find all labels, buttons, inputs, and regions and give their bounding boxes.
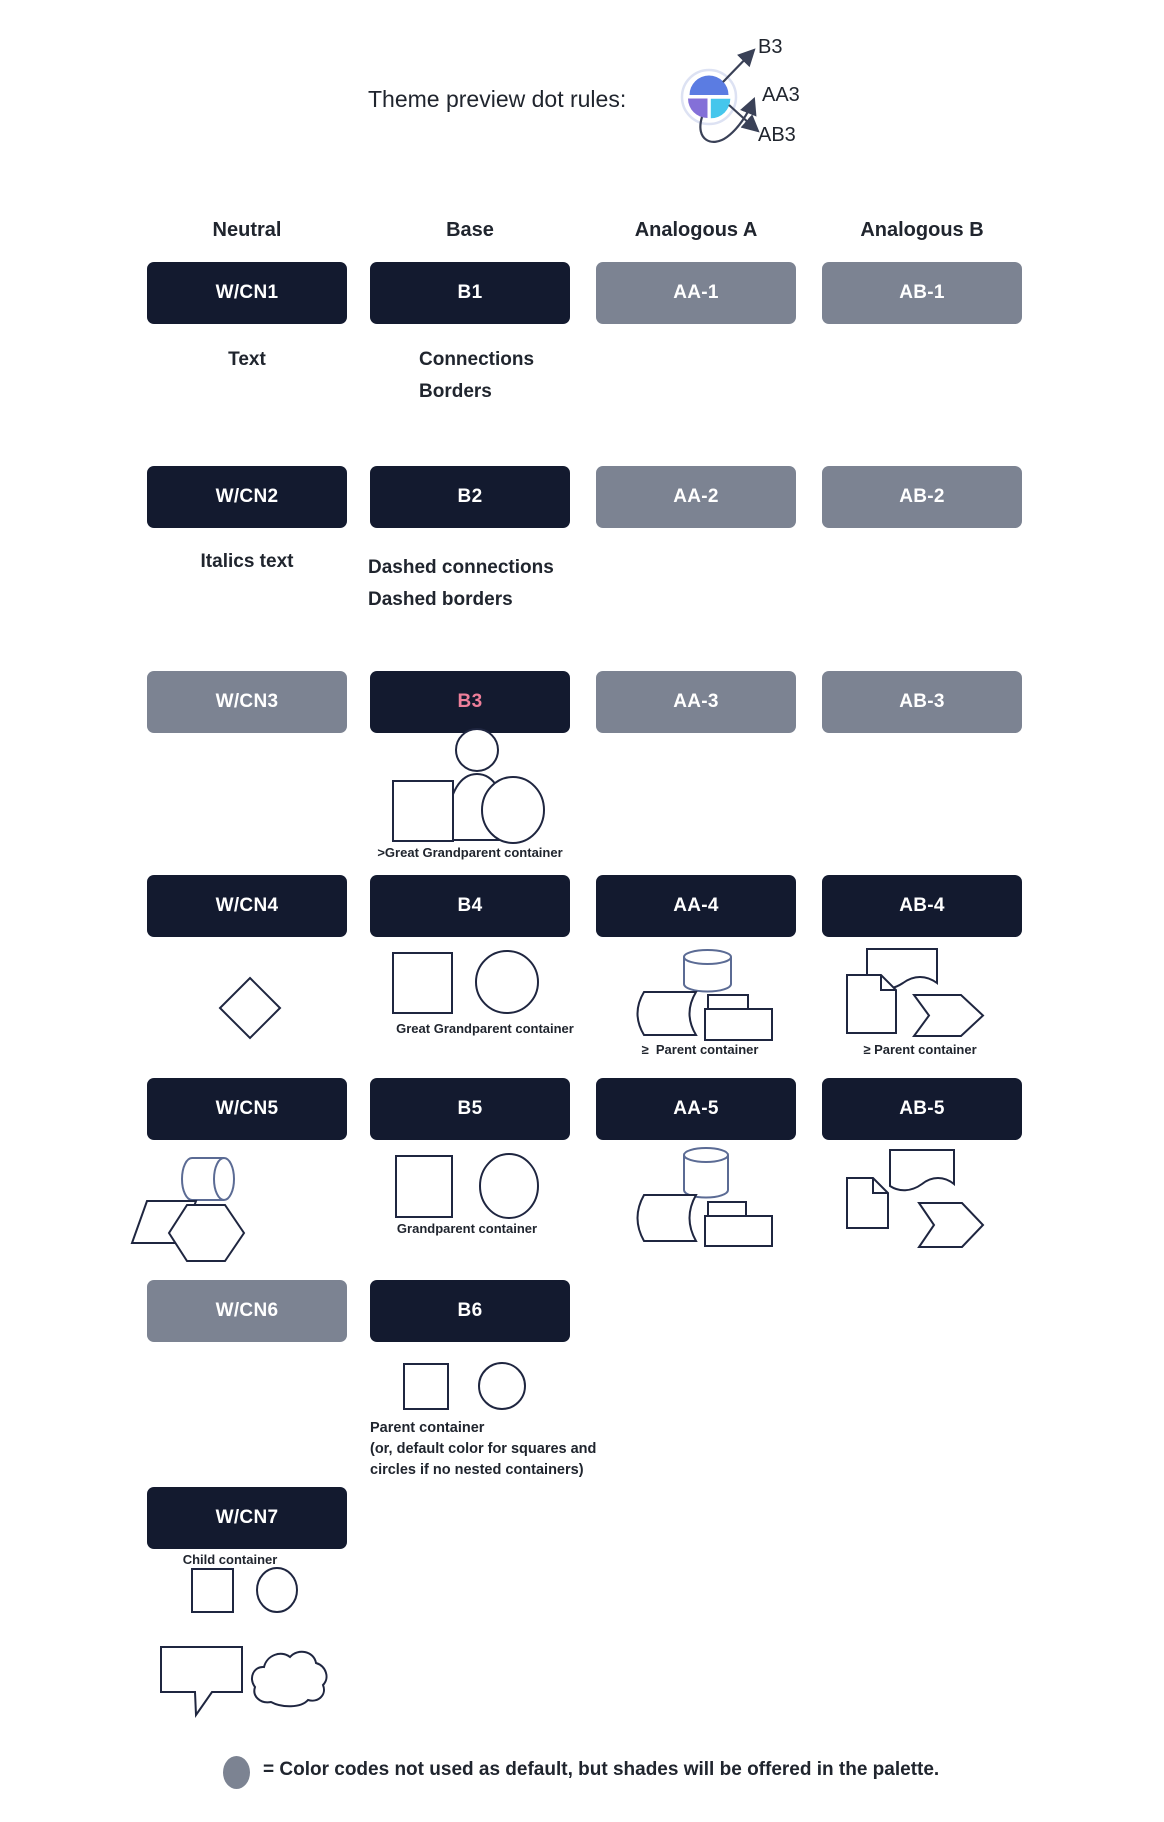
caption-aa4-shapes: ≥ Parent container bbox=[641, 1042, 759, 1057]
aa5-shape-cluster bbox=[628, 1140, 788, 1255]
dot-target-b3: B3 bbox=[758, 36, 783, 58]
square-icon bbox=[393, 781, 453, 841]
caption-ab4-shapes: ≥ Parent container bbox=[863, 1042, 977, 1057]
ab4-shape-cluster bbox=[840, 940, 1000, 1042]
page-title: Theme preview dot rules: bbox=[368, 86, 627, 112]
ab5-shape-cluster bbox=[840, 1140, 1000, 1255]
swatch-b4: B4 bbox=[370, 875, 570, 937]
wcn4-shape-cluster bbox=[218, 976, 282, 1040]
wcn7-shape-cluster bbox=[180, 1560, 305, 1618]
ellipse-icon bbox=[257, 1568, 297, 1612]
caption-borders: Borders bbox=[419, 381, 492, 402]
b5-shape-cluster bbox=[390, 1148, 550, 1220]
tab-icon bbox=[708, 995, 748, 1010]
caption-b4-shapes: Great Grandparent container bbox=[396, 1021, 574, 1036]
swatch-b1: B1 bbox=[370, 262, 570, 324]
swatch-b5: B5 bbox=[370, 1078, 570, 1140]
caption-dashed-connections: Dashed connections bbox=[368, 557, 554, 578]
swatch-wcn7: W/CN7 bbox=[147, 1487, 347, 1549]
theme-dot-figure bbox=[598, 18, 848, 168]
swatch-ab3: AB-3 bbox=[822, 671, 1022, 733]
swatch-wcn4: W/CN4 bbox=[147, 875, 347, 937]
square-icon bbox=[393, 953, 452, 1013]
swatch-wcn6: W/CN6 bbox=[147, 1280, 347, 1342]
document-icon bbox=[847, 1178, 888, 1228]
swatch-aa1: AA-1 bbox=[596, 262, 796, 324]
caption-b6-line3: circles if no nested containers) bbox=[370, 1462, 584, 1478]
tab-icon bbox=[708, 1202, 746, 1217]
stored-data-icon bbox=[638, 1195, 697, 1241]
swatch-b3: B3 bbox=[370, 671, 570, 733]
swatch-b2: B2 bbox=[370, 466, 570, 528]
swatch-wcn1: W/CN1 bbox=[147, 262, 347, 324]
swatch-ab4: AB-4 bbox=[822, 875, 1022, 937]
swatch-wcn2: W/CN2 bbox=[147, 466, 347, 528]
cloud-icon bbox=[252, 1652, 327, 1707]
wcn7-shape-cluster-2 bbox=[150, 1640, 340, 1720]
legend-dot-icon bbox=[223, 1756, 250, 1789]
caption-b6-line1: Parent container bbox=[370, 1420, 485, 1436]
swatch-aa2: AA-2 bbox=[596, 466, 796, 528]
wcn5-shape-cluster bbox=[125, 1150, 255, 1265]
caption-b6-line2: (or, default color for squares and bbox=[370, 1441, 597, 1457]
horizontal-cylinder-cap-icon bbox=[214, 1158, 234, 1200]
dot-target-aa3: AA3 bbox=[762, 84, 800, 106]
circle-icon bbox=[479, 1363, 525, 1409]
caption-dashed bbox=[368, 552, 554, 616]
b3-shape-cluster bbox=[370, 724, 570, 849]
document-icon bbox=[847, 975, 896, 1033]
column-header-neutral: Neutral bbox=[212, 219, 282, 241]
caption-b3-shapes: >Great Grandparent container bbox=[377, 845, 563, 860]
column-header-base: Base bbox=[446, 219, 494, 241]
swatch-ab5: AB-5 bbox=[822, 1078, 1022, 1140]
circle-icon bbox=[476, 951, 538, 1013]
tape-icon bbox=[890, 1150, 954, 1190]
column-header-analogous-a: Analogous A bbox=[634, 219, 758, 241]
cylinder-top-icon bbox=[684, 1148, 728, 1162]
caption-b6 bbox=[370, 1418, 596, 1481]
caption-b5-shapes: Grandparent container bbox=[396, 1221, 538, 1236]
dot-target-ab3: AB3 bbox=[758, 124, 796, 146]
ellipse-icon bbox=[480, 1154, 538, 1218]
caption-connections-borders bbox=[419, 344, 534, 408]
swatch-ab2: AB-2 bbox=[822, 466, 1022, 528]
caption-connections: Connections bbox=[419, 349, 535, 370]
caption-wcn7: Child container bbox=[182, 1552, 278, 1567]
swatch-ab1: AB-1 bbox=[822, 262, 1022, 324]
tab-body-icon bbox=[705, 1009, 772, 1040]
stored-data-icon bbox=[638, 992, 697, 1035]
tab-body-icon bbox=[705, 1216, 772, 1246]
square-icon bbox=[192, 1569, 233, 1612]
step-icon bbox=[914, 995, 983, 1036]
aa4-shape-cluster bbox=[628, 940, 788, 1042]
swatch-b6: B6 bbox=[370, 1280, 570, 1342]
step-icon bbox=[919, 1203, 983, 1247]
cylinder-top-icon bbox=[684, 950, 731, 964]
column-header-analogous-b: Analogous B bbox=[860, 219, 984, 241]
square-icon bbox=[404, 1364, 448, 1409]
swatch-aa4: AA-4 bbox=[596, 875, 796, 937]
caption-text: Text bbox=[228, 349, 266, 370]
swatch-wcn3: W/CN3 bbox=[147, 671, 347, 733]
square-icon bbox=[396, 1156, 452, 1217]
caption-italics-text: Italics text bbox=[200, 551, 294, 572]
swatch-aa5: AA-5 bbox=[596, 1078, 796, 1140]
ellipse-icon bbox=[482, 777, 544, 843]
arrow-to-b3 bbox=[723, 50, 754, 82]
swatch-aa3: AA-3 bbox=[596, 671, 796, 733]
callout-icon bbox=[161, 1647, 242, 1715]
person-head-icon bbox=[456, 729, 498, 771]
diamond-icon bbox=[220, 978, 280, 1038]
b6-shape-cluster bbox=[395, 1356, 535, 1414]
legend-text: = Color codes not used as default, but shades will be offered in the palette. bbox=[263, 1759, 940, 1780]
caption-dashed-borders: Dashed borders bbox=[368, 589, 513, 610]
b4-shape-cluster bbox=[390, 948, 550, 1016]
swatch-wcn5: W/CN5 bbox=[147, 1078, 347, 1140]
